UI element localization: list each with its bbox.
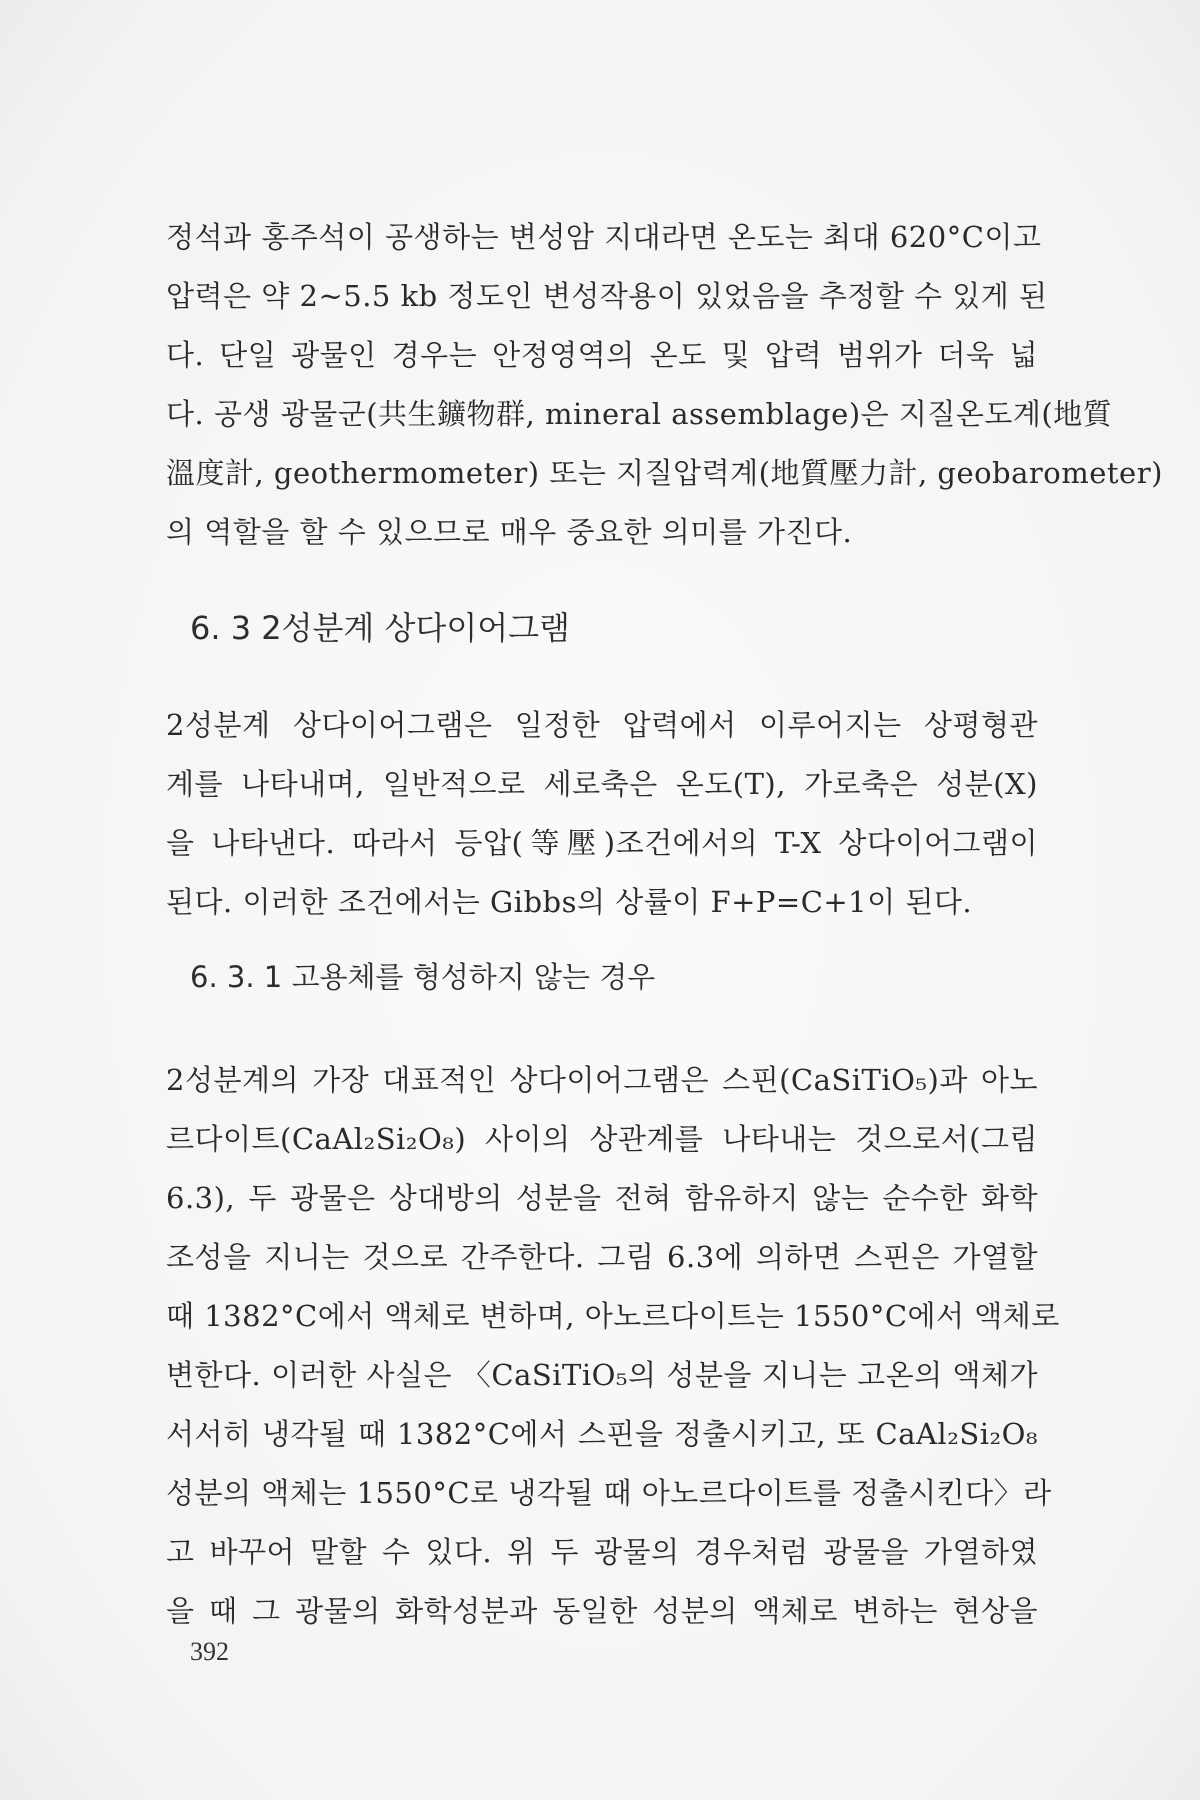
subsection-heading: 6. 3. 1 고용체를 형성하지 않는 경우 bbox=[190, 960, 656, 994]
section-heading: 6. 3 2성분계 상다이어그램 bbox=[190, 609, 570, 647]
text-line: 고 바꾸어 말할 수 있다. 위 두 광물의 경우처럼 광물을 가열하였 bbox=[166, 1535, 1038, 1569]
text-line: 다. 공생 광물군(共生鑛物群, mineral assemblage)은 지질온도계(地質 bbox=[166, 397, 1113, 431]
text-line: 2성분계 상다이어그램은 일정한 압력에서 이루어지는 상평형관 bbox=[166, 708, 1038, 742]
text-line: 을 나타낸다. 따라서 등압(等壓)조건에서의 T-X 상다이어그램이 bbox=[166, 826, 1038, 860]
text-line: 서서히 냉각될 때 1382°C에서 스핀을 정출시키고, 또 CaAl₂Si₂O₈ bbox=[166, 1417, 1038, 1451]
text-line: 정석과 홍주석이 공생하는 변성암 지대라면 온도는 최대 620°C이고 bbox=[166, 220, 1042, 254]
text-line: 계를 나타내며, 일반적으로 세로축은 온도(T), 가로축은 성분(X) bbox=[166, 767, 1038, 801]
text-line: 때 1382°C에서 액체로 변하며, 아노르다이트는 1550°C에서 액체로 bbox=[166, 1299, 1060, 1333]
text-line: 6.3), 두 광물은 상대방의 성분을 전혀 함유하지 않는 순수한 화학 bbox=[166, 1181, 1038, 1215]
text-line: 조성을 지니는 것으로 간주한다. 그림 6.3에 의하면 스핀은 가열할 bbox=[166, 1240, 1038, 1274]
page-number: 392 bbox=[190, 1637, 229, 1666]
text-line: 압력은 약 2~5.5 kb 정도인 변성작용이 있었음을 추정할 수 있게 된 bbox=[166, 279, 1048, 313]
paragraph-mineral-assemblage bbox=[166, 208, 1163, 562]
text-line: 2성분계의 가장 대표적인 상다이어그램은 스핀(CaSiTiO₅)과 아노 bbox=[166, 1063, 1038, 1097]
paragraph-binary-phase-diagram bbox=[166, 696, 1038, 932]
text-line: 변한다. 이러한 사실은 〈CaSiTiO₅의 성분을 지니는 고온의 액체가 bbox=[166, 1358, 1038, 1392]
text-line: 된다. 이러한 조건에서는 Gibbs의 상률이 F+P=C+1이 된다. bbox=[166, 885, 973, 919]
text-line: 르다이트(CaAl₂Si₂O₈) 사이의 상관계를 나타내는 것으로서(그림 bbox=[166, 1122, 1038, 1156]
paragraph-sphene-anorthite bbox=[166, 1051, 1060, 1641]
text-line: 溫度計, geothermometer) 또는 지질압력계(地質壓力計, geobarometer) bbox=[166, 456, 1163, 490]
text-line: 의 역할을 할 수 있으므로 매우 중요한 의미를 가진다. bbox=[166, 515, 853, 549]
text-line: 다. 단일 광물인 경우는 안정영역의 온도 및 압력 범위가 더욱 넓 bbox=[166, 338, 1038, 372]
text-line: 성분의 액체는 1550°C로 냉각될 때 아노르다이트를 정출시킨다〉라 bbox=[166, 1476, 1052, 1510]
text-line: 을 때 그 광물의 화학성분과 동일한 성분의 액체로 변하는 현상을 bbox=[166, 1594, 1038, 1628]
